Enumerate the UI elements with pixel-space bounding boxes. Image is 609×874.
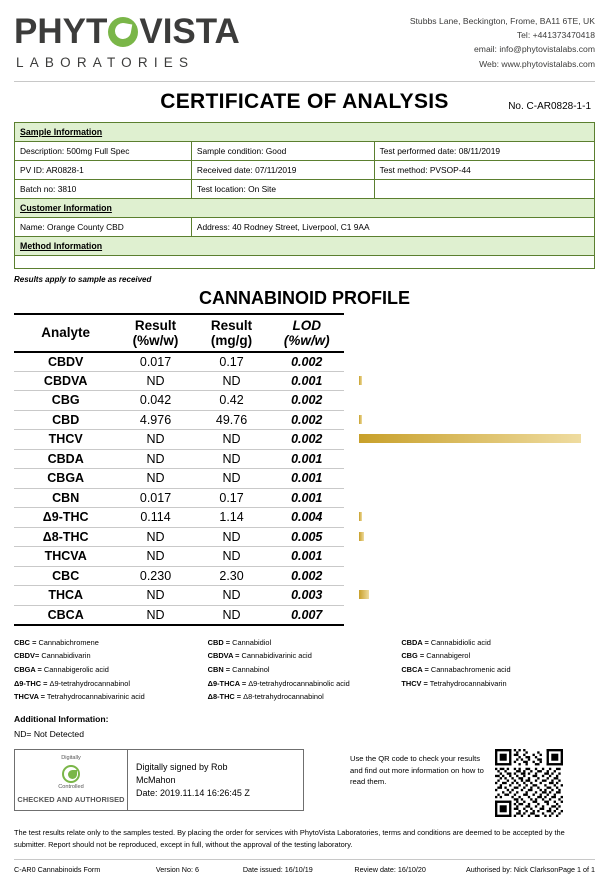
logo-text-second: VISTA xyxy=(139,12,240,51)
header-result-mg xyxy=(194,314,270,352)
bar-row xyxy=(359,585,609,605)
lod-value: 0.001 xyxy=(269,488,344,508)
result-mgg: ND xyxy=(194,449,270,469)
bar-row xyxy=(359,410,609,430)
abbreviation-entry: CBG = Cannabigerol xyxy=(401,651,471,661)
footer-version: Version No: 6 xyxy=(155,865,199,874)
result-percent: ND xyxy=(117,547,193,567)
header-lod-line2: (%w/w) xyxy=(283,332,330,348)
results-note: Results apply to sample as received xyxy=(14,274,152,284)
result-percent: 0.230 xyxy=(117,566,193,586)
header-result-mg-line2: (mg/g) xyxy=(210,332,253,348)
cannabinoid-results-table xyxy=(14,313,344,626)
result-mgg: 1.14 xyxy=(194,508,270,528)
table-row xyxy=(15,217,595,236)
bar-row xyxy=(359,371,609,391)
phone-line: Tel: +441373470418 xyxy=(516,30,595,41)
header-result-pct-line2: (%w/w) xyxy=(132,332,179,348)
abbreviation-entry: CBC = Cannabichromene xyxy=(14,637,99,647)
result-percent: 0.042 xyxy=(117,391,193,411)
result-mgg: ND xyxy=(194,586,270,606)
lod-value: 0.002 xyxy=(269,352,344,372)
result-percent: 0.017 xyxy=(117,488,193,508)
result-mgg: 0.17 xyxy=(194,488,270,508)
table-row xyxy=(14,508,344,528)
additional-information-heading: Additional Information: xyxy=(14,714,109,725)
test-performed-date: Test performed date: 08/11/2019 xyxy=(374,141,594,160)
logo-subtitle: LABORATORIES xyxy=(16,55,195,70)
abbreviation-entry: CBD = Cannabidiol xyxy=(207,637,272,647)
bar-row xyxy=(359,468,609,488)
footer-page: Page 1 of 1 xyxy=(558,865,595,874)
result-mgg: ND xyxy=(194,605,270,625)
footer-divider xyxy=(14,859,595,860)
header-divider xyxy=(14,81,595,82)
bar-row xyxy=(359,624,609,644)
digital-signature-details xyxy=(127,750,250,810)
bar xyxy=(359,512,362,521)
bar xyxy=(359,415,362,424)
table-row xyxy=(14,566,344,586)
result-percent: ND xyxy=(117,371,193,391)
analyte-name: CBN xyxy=(14,488,117,508)
bar xyxy=(359,434,581,443)
method-information-heading-row xyxy=(15,236,595,255)
method-information-empty xyxy=(15,255,595,268)
analyte-name: Δ8-THC xyxy=(14,527,117,547)
bar-row xyxy=(359,488,609,508)
certificate-number: No. C-AR0828-1-1 xyxy=(508,100,591,112)
cannabinoid-profile-title: CANNABINOID PROFILE xyxy=(199,287,410,308)
result-mgg: ND xyxy=(194,430,270,450)
result-percent: ND xyxy=(117,605,193,625)
not-detected-note: ND= Not Detected xyxy=(14,729,84,740)
table-row xyxy=(14,391,344,411)
abbreviations-column-2 xyxy=(208,636,402,704)
qr-code[interactable] xyxy=(495,749,563,817)
lod-value: 0.001 xyxy=(269,371,344,391)
company-logo xyxy=(14,10,314,70)
qr-instructions: Use the QR code to check your results and find out more information on how to read them. xyxy=(350,754,484,786)
lod-value: 0.002 xyxy=(269,391,344,411)
abbreviation-entry: CBN = Cannabinol xyxy=(207,665,270,675)
analyte-name: CBDA xyxy=(14,449,117,469)
analyte-name: CBG xyxy=(14,391,117,411)
customer-information-heading-row xyxy=(15,198,595,217)
signature-box xyxy=(14,749,304,811)
sample-description: Description: 500mg Full Spec xyxy=(15,141,192,160)
result-mgg: ND xyxy=(194,527,270,547)
test-method: Test method: PVSOP-44 xyxy=(374,160,594,179)
table-row xyxy=(14,449,344,469)
seal-label-controlled: Controlled xyxy=(58,783,84,790)
method-information-heading: Method Information xyxy=(15,236,595,255)
customer-information-heading: Customer Information xyxy=(15,198,595,217)
result-percent: ND xyxy=(117,527,193,547)
table-row xyxy=(14,352,344,372)
seal-label-digitally: Digitally xyxy=(61,755,81,762)
table-row xyxy=(15,255,595,268)
bar-row xyxy=(359,566,609,586)
abbreviation-entry: CBCA = Cannabachromenic acid xyxy=(401,665,511,675)
cannabinoid-bar-chart xyxy=(359,371,609,644)
lod-value: 0.007 xyxy=(269,605,344,625)
analyte-name: CBDV xyxy=(14,352,117,372)
sample-information-heading-row xyxy=(15,122,595,141)
result-mgg: 0.42 xyxy=(194,391,270,411)
header-result-pct-line1: Result xyxy=(134,317,177,333)
abbreviation-entry: CBGA = Cannabigerolic acid xyxy=(14,665,109,675)
bar xyxy=(359,376,362,385)
table-row xyxy=(14,488,344,508)
abbreviations-column-1 xyxy=(14,636,208,704)
checked-and-authorised-label: CHECKED AND AUTHORISED xyxy=(17,794,125,804)
bar-row xyxy=(359,546,609,566)
table-row xyxy=(15,160,595,179)
analyte-name: Δ9-THC xyxy=(14,508,117,528)
abbreviation-entry: Δ8-THC = Δ8-tetrahydrocannabinol xyxy=(207,692,324,702)
sample-information-heading: Sample Information xyxy=(15,122,595,141)
page-title: CERTIFICATE OF ANALYSIS xyxy=(160,89,449,113)
lod-value: 0.003 xyxy=(269,586,344,606)
footer-review-date: Review date: 16/10/20 xyxy=(354,865,426,874)
abbreviation-entry: CBDA = Cannabidiolic acid xyxy=(401,637,491,647)
signature-section xyxy=(14,749,595,817)
web-line: Web: www.phytovistalabs.com xyxy=(479,58,595,69)
logo-text-first: PHYT xyxy=(14,12,108,51)
company-address xyxy=(410,10,595,71)
analyte-name: CBGA xyxy=(14,469,117,489)
footer-date-issued: Date issued: 16/10/19 xyxy=(242,865,313,874)
lod-value: 0.002 xyxy=(269,430,344,450)
seal-leaf-icon xyxy=(62,765,80,783)
lod-value: 0.001 xyxy=(269,469,344,489)
customer-name: Name: Orange County CBD xyxy=(15,217,192,236)
lod-value: 0.001 xyxy=(269,449,344,469)
result-percent: ND xyxy=(117,469,193,489)
header-result-mg-line1: Result xyxy=(210,317,253,333)
result-percent: 0.114 xyxy=(117,508,193,528)
batch-no: Batch no: 3810 xyxy=(15,179,192,198)
bar-row xyxy=(359,507,609,527)
footer-authorised: Authorised by: Nick Clarkson xyxy=(465,865,559,874)
bar-row xyxy=(359,429,609,449)
result-mgg: ND xyxy=(194,469,270,489)
abbreviations-block xyxy=(14,636,595,704)
result-mgg: 0.17 xyxy=(194,352,270,372)
pv-id: PV ID: AR0828-1 xyxy=(15,160,192,179)
header-lod xyxy=(269,314,344,352)
signed-by-line-2: McMahon xyxy=(136,774,176,785)
table-row xyxy=(15,141,595,160)
lod-value: 0.002 xyxy=(269,410,344,430)
abbreviation-entry xyxy=(401,690,595,704)
result-percent: ND xyxy=(117,449,193,469)
sample-condition: Sample condition: Good xyxy=(191,141,374,160)
result-percent: ND xyxy=(117,430,193,450)
abbreviation-entry: CBDV= Cannabidivarin xyxy=(14,651,91,661)
analyte-name: CBC xyxy=(14,566,117,586)
signed-by-line-1: Digitally signed by Rob xyxy=(136,761,228,772)
abbreviation-entry: THCV = Tetrahydrocannabivarin xyxy=(401,678,507,688)
analyte-name: CBD xyxy=(14,410,117,430)
sample-empty-cell xyxy=(374,179,594,198)
table-row xyxy=(14,527,344,547)
abbreviations-column-3 xyxy=(401,636,595,704)
bar-row xyxy=(359,527,609,547)
result-mgg: ND xyxy=(194,371,270,391)
disclaimer-text: The test results relate only to the samples tested. By placing the order for services with PhytoVista Laboratories, terms and conditions are deemed to be accepted by the submitter. Report should not be reproduced, except in full, without the approval of the testing laboratory. xyxy=(14,828,565,849)
received-date: Received date: 07/11/2019 xyxy=(191,160,374,179)
lod-value: 0.004 xyxy=(269,508,344,528)
abbreviation-entry: THCVA = Tetrahydrocannabivarinic acid xyxy=(14,692,145,702)
table-row xyxy=(15,179,595,198)
lod-value: 0.005 xyxy=(269,527,344,547)
footer-form: C-AR0 Cannabinoids Form xyxy=(14,865,101,874)
header-lod-line1: LOD xyxy=(292,317,321,333)
table-row xyxy=(14,371,344,391)
signed-date-line: Date: 2019.11.14 16:26:45 Z xyxy=(136,787,250,798)
test-location: Test location: On Site xyxy=(191,179,374,198)
abbreviation-entry: Δ9-THCA = Δ9-tetrahydrocannabinolic acid xyxy=(207,678,350,688)
result-mgg: ND xyxy=(194,547,270,567)
cannabinoid-profile-section xyxy=(14,313,595,626)
analyte-name: CBDVA xyxy=(14,371,117,391)
information-table xyxy=(14,122,595,269)
lod-value: 0.002 xyxy=(269,566,344,586)
document-header xyxy=(14,10,595,71)
leaf-icon xyxy=(108,17,138,47)
bar xyxy=(359,590,369,599)
cannabinoid-rows xyxy=(14,352,344,625)
bar xyxy=(359,532,364,541)
analyte-name: THCV xyxy=(14,430,117,450)
customer-address: Address: 40 Rodney Street, Liverpool, C1 9AA xyxy=(191,217,594,236)
bar-row xyxy=(359,449,609,469)
address-line: Stubbs Lane, Beckington, Frome, BA11 6TE, UK xyxy=(409,16,595,26)
abbreviation-entry: Δ9-THC = Δ9-tetrahydrocannabinol xyxy=(14,678,131,688)
lod-value: 0.001 xyxy=(269,547,344,567)
header-analyte: Analyte xyxy=(14,314,117,352)
digital-seal xyxy=(15,755,127,805)
header-result-pct xyxy=(117,314,193,352)
table-row xyxy=(14,469,344,489)
title-row xyxy=(14,90,595,114)
result-percent: 4.976 xyxy=(117,410,193,430)
bar-row xyxy=(359,390,609,410)
table-row xyxy=(14,430,344,450)
table-header-row xyxy=(14,314,344,352)
document-footer xyxy=(14,865,595,874)
table-row xyxy=(14,410,344,430)
analyte-name: THCVA xyxy=(14,547,117,567)
result-mgg: 2.30 xyxy=(194,566,270,586)
analyte-name: THCA xyxy=(14,586,117,606)
email-line: email: info@phytovistalabs.com xyxy=(474,44,595,55)
table-row xyxy=(14,586,344,606)
table-row xyxy=(14,547,344,567)
table-row xyxy=(14,605,344,625)
bar-row xyxy=(359,605,609,625)
result-percent: 0.017 xyxy=(117,352,193,372)
result-mgg: 49.76 xyxy=(194,410,270,430)
analyte-name: CBCA xyxy=(14,605,117,625)
result-percent: ND xyxy=(117,586,193,606)
abbreviation-entry: CBDVA = Cannabidivarinic acid xyxy=(207,651,312,661)
